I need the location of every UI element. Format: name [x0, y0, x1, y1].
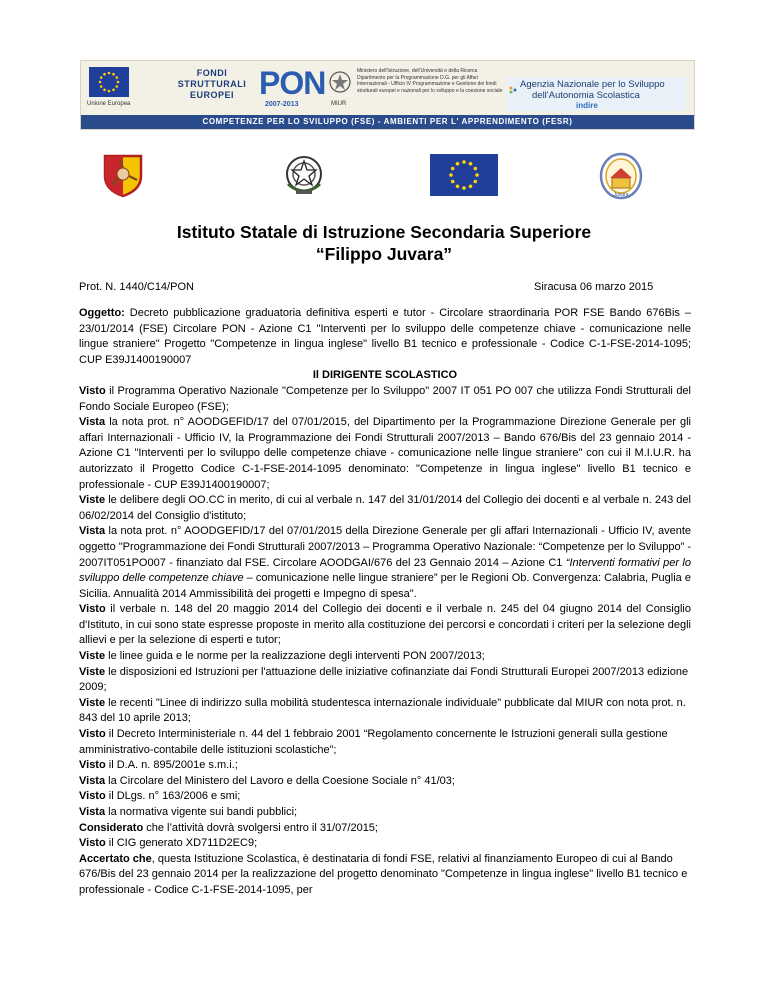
clause-label: Considerato [79, 821, 144, 834]
miur-caption: MIUR [331, 101, 347, 107]
clause-text: – comunicazione nelle lingue straniere” per le Regioni Ob. Convergenza: Calabria, Puglia e Sicilia. Annualità 2014 Ammissibilità dei progetti e Impegno di spesa". [79, 572, 691, 600]
clause-text: la normativa vigente sui bandi pubblici; [105, 806, 298, 818]
section-heading: Il DIRIGENTE SCOLASTICO [312, 369, 458, 382]
clause-label: Visto [79, 384, 106, 397]
miur-emblem-icon [329, 69, 351, 95]
clause-text: le delibere degli OO.CC in merito, di cui al verbale n. 147 del 31/01/2014 del Collegio dei docenti e al verbale n. 243 del 06/02/2014 del Consiglio d'istituto; [79, 494, 691, 522]
clause-label: Visto [79, 759, 106, 772]
pon-logo: PON [259, 65, 326, 101]
school-logo-icon [598, 152, 644, 205]
clause [79, 649, 691, 665]
agency-dots-icon [508, 85, 518, 95]
pon-years: 2007-2013 [265, 101, 299, 108]
clause-label: Viste [79, 665, 106, 678]
clause-label: Accertato che [79, 852, 152, 865]
clause [79, 384, 691, 415]
school-name: “Filippo Juvara” [315, 244, 453, 264]
clause-text: le recenti "Linee di indirizzo sulla mobilità studentesca internazionale individuale" pubblicate dal MIUR con nota prot. n. 843 del 10 aprile 2013; [79, 696, 686, 725]
sicily-coat-of-arms-icon [100, 152, 146, 203]
clause-label: Visto [79, 837, 106, 850]
agency-name-line: dell'Autonomia Scolastica [532, 90, 640, 101]
agency-name-line: Agenzia Nazionale per lo Sviluppo [520, 79, 665, 90]
clause [79, 805, 691, 821]
clause-label: Vista [79, 525, 106, 538]
clause-text: che l’attività dovrà svolgersi entro il 31/07/2015; [143, 821, 378, 834]
clause-text: il Decreto Interministeriale n. 44 del 1 febbraio 2001 “Regolamento concernente le Istruzioni generali sulla gestione amministrativo-contabile delle istituzioni scolastiche”; [79, 728, 668, 756]
eu-flag-large-icon [430, 154, 498, 196]
clause [79, 727, 691, 758]
agency-name [520, 79, 665, 101]
clause-label: Visto [79, 728, 106, 741]
subject-paragraph [79, 306, 691, 368]
clause-text: il Programma Operativo Nazionale "Competenze per lo Sviluppo" 2007 IT 051 PO 007 che utilizza Fondi Strutturali del Fondo Sociale Europeo (FSE); [79, 384, 691, 413]
clause [79, 836, 691, 852]
fondi-line: EUROPEI [189, 90, 234, 100]
clause-label: Viste [79, 650, 106, 663]
subject-text: Decreto pubblicazione graduatoria definitiva esperti e tutor - Circolare straordinaria POR FSE Bando 676Bis – 23/01/2014 (FSE) Circolare PON - Azione C1 "Interventi per lo sviluppo delle competenze chiave - comunicazione nelle lingue straniere" Progetto "Competenze in lingua inglese" livello B1 tecnico e professionale - Codice C-1-FSE-2014-1095; CUP E39J1400190007 [79, 307, 691, 366]
school-title: Istituto Statale di Istruzione Secondaria Superiore [176, 222, 592, 242]
clause-label: Visto [79, 603, 106, 616]
banner-strip: COMPETENZE PER LO SVILUPPO (FSE) - AMBIENTI PER L' APPRENDIMENTO (FESR) [81, 115, 694, 129]
banner-logos [81, 61, 694, 115]
clause [79, 415, 691, 493]
clause [79, 789, 691, 805]
clause [79, 696, 691, 727]
clause [79, 821, 691, 837]
fondi-line: STRUTTURALI [177, 79, 247, 89]
clause-text: il D.A. n. 895/2001e s.m.i.; [105, 759, 238, 772]
clause-text: le disposizioni ed Istruzioni per l'attuazione delle iniziative cofinanziate dai Fondi Strutturali Europei 2007/2013 edizione 2009; [79, 665, 689, 694]
clause-label: Viste [79, 494, 106, 507]
clause-italic: “Interventi formativi per lo sviluppo delle competenze chiave [79, 556, 691, 585]
clause [79, 602, 691, 649]
clause [79, 774, 691, 790]
clause-text: , questa Istituzione Scolastica, è destinataria di fondi FSE, relativi al finanziamento Europeo di cui al Bando 676/Bis del 23 gennaio 2014 per la realizzazione del progetto denominato "Competenze in lingua inglese" livello B1 tecnico e professionale - Codice C-1-FSE-2014-1095, per [79, 852, 688, 896]
document-body [79, 306, 691, 899]
clause [79, 524, 691, 602]
document-date: Siracusa 06 marzo 2015 [534, 281, 654, 293]
clause-label: Visto [79, 790, 106, 803]
clause-text: la nota prot. n° AOODGEFID/17 del 07/01/2015 della Direzione Generale per gli affari Internazionali - Ufficio IV, avente oggetto "Programmazione dei Fondi Strutturali 2007/2013 – Programma Operativo Nazionale: “Competenze per lo Sviluppo” - 2007IT051PO007 - finanziato dal FSE. Circolare AOODGAI/676 del 23 Gennaio 2014 – Azione C1 [79, 525, 691, 569]
clause-text: la Circolare del Ministero del Lavoro e della Coesione Sociale n° 41/03; [105, 774, 455, 787]
clause-text: la nota prot. n° AOODGEFID/17 del 07/01/2015, del Dipartimento per la Programmazione Direzione Generale per gli affari Internazionali - Ufficio IV, la Programmazione dei Fondi Strutturali 2007/2013 – Bando 676/Bis del 23 gennaio 2014 - Azione C1 "Interventi per lo sviluppo delle competenze chiave - comunicazione nelle lingue straniere" con cui il M.I.U.R. ha autorizzato il Progetto Codice C-1-FSE-2014-1095 denominato: "Competenze in lingua inglese" livello B1 tecnico e professionale - CUP E39J1400190007; [79, 416, 691, 491]
eu-caption: Unione Europea [87, 101, 131, 107]
clause-text: il DLgs. n° 163/2006 e smi; [105, 790, 241, 803]
italian-republic-emblem-icon [282, 152, 326, 203]
eu-flag-icon [89, 67, 129, 97]
clause-text: il CIG generato XD711D2EC9; [105, 837, 258, 850]
fondi-strutturali-logo [177, 68, 247, 101]
clause-text: il verbale n. 148 del 20 maggio 2014 del Collegio dei docenti e il verbale n. 245 del 04 giugno 2014 del Consiglio d'Istituto, in cui sono state espresse proposte in merito alla costituzione dei percorsi e concordati i criteri per la selezione degli allievi e per la selezione di esperti e tutor; [79, 603, 691, 647]
ministry-text: Ministero dell'Istruzione, dell'Università e della Ricerca Dipartimento per la Programmazione D.G. per gli Affari Internazionali - Ufficio IV Programmazione e Gestione dei fondi strutturali europei e nazionali per lo sviluppo e la coesione sociale [357, 68, 503, 94]
clause [79, 665, 691, 696]
pon-banner [80, 60, 695, 130]
clause-label: Vista [79, 806, 106, 818]
clause-label: Viste [79, 696, 106, 709]
agency-logo [506, 77, 686, 111]
subject-label: Oggetto: [79, 307, 125, 319]
clause-text: le linee guida e le norme per la realizzazione degli interventi PON 2007/2013; [105, 650, 485, 663]
clause-label: Vista [79, 416, 106, 429]
clause [79, 758, 691, 774]
fondi-line: FONDI [196, 68, 228, 78]
indire-logo: indire [576, 101, 598, 110]
svg-text:Juvara: Juvara [613, 192, 629, 198]
clause [79, 493, 691, 524]
clause [79, 852, 691, 899]
protocol-number: Prot. N. 1440/C14/PON [79, 281, 194, 293]
clause-label: Vista [79, 774, 106, 787]
